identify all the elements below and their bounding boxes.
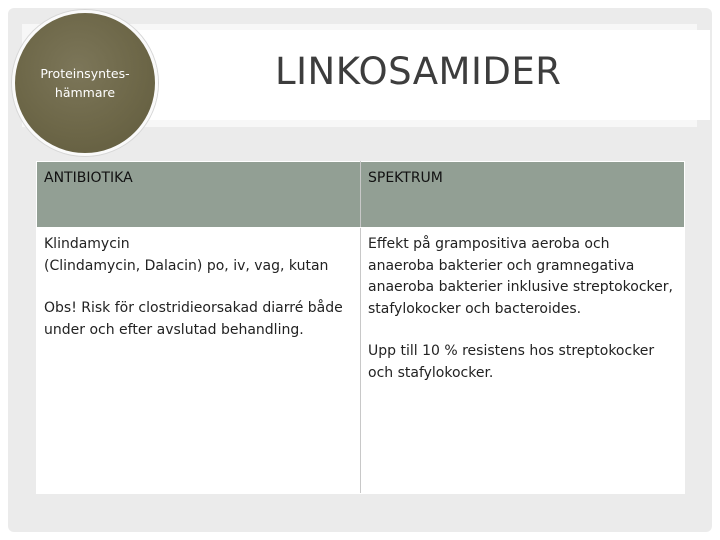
table-header-row bbox=[37, 162, 685, 228]
drug-name: Klindamycin bbox=[44, 236, 130, 252]
antibiotika-cell bbox=[37, 228, 361, 494]
spektrum-cell bbox=[361, 228, 685, 494]
drug-table bbox=[36, 161, 685, 494]
category-badge bbox=[12, 10, 158, 156]
resistance-text: Upp till 10 % resistens hos streptokocker och stafylokocker. bbox=[368, 343, 655, 381]
header-antibiotika: ANTIBIOTIKA bbox=[37, 162, 361, 228]
page-title: LINKOSAMIDER bbox=[275, 50, 562, 93]
header-spektrum: SPEKTRUM bbox=[361, 162, 685, 228]
drug-note: Obs! Risk för clostridieorsakad diarré både under och efter avslutad behandling. bbox=[44, 300, 343, 338]
drug-details: (Clindamycin, Dalacin) po, iv, vag, kutan bbox=[44, 257, 329, 274]
table-row bbox=[37, 228, 685, 494]
spectrum-text: Effekt på grampositiva aeroba och anaeroba bakterier och gramnegativa anaeroba bakterier inklusive streptokocker, stafylokocker och bacteroides. bbox=[368, 236, 673, 317]
category-badge-text: Proteinsyntes- hämmare bbox=[40, 66, 130, 100]
